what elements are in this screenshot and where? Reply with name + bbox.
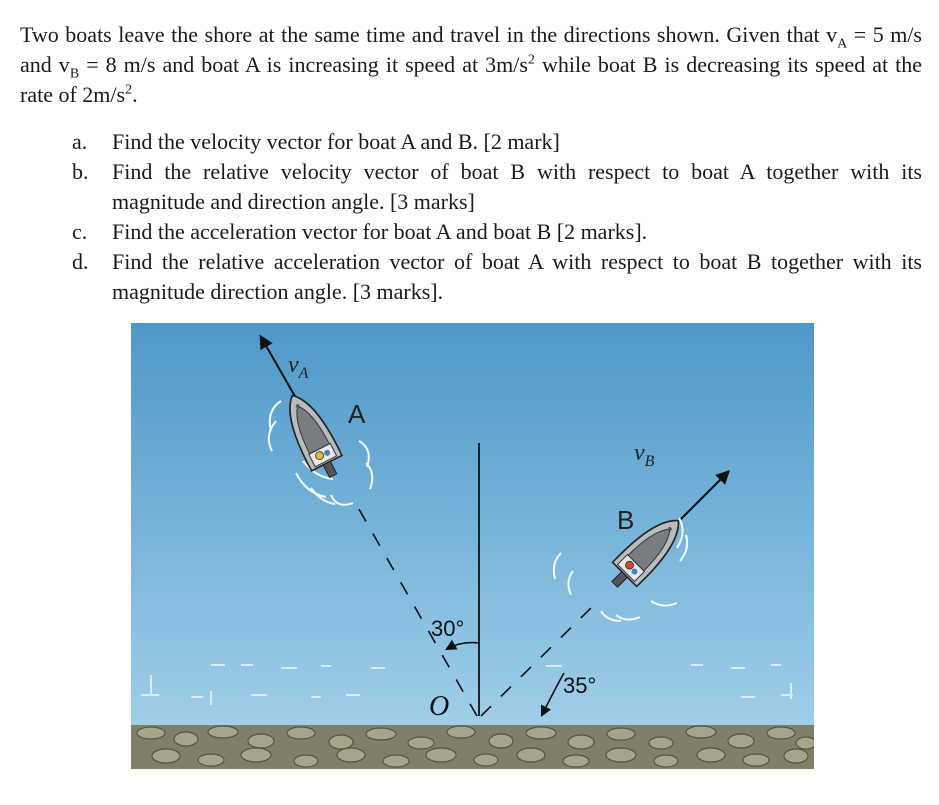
angle-b-label: 35° [563, 673, 597, 698]
question-d: d. Find the relative acceleration vector of boat A with respect to boat B together with its magnitude direction angle. [3 marks]. [72, 249, 922, 304]
water [131, 323, 814, 769]
question-a: a. Find the velocity vector for boat A and B. [2 mark] [72, 129, 560, 154]
origin-label: O [429, 691, 450, 722]
question-b: b. Find the relative velocity vector of boat B with respect to boat A together with its magnitude and direction angle. [3 marks] [72, 159, 922, 214]
va-label: $v_A$ [288, 352, 309, 382]
boat-a-label: A [348, 399, 366, 429]
question-list [72, 127, 922, 307]
boats-figure [131, 323, 814, 769]
problem-statement [20, 20, 922, 110]
angle-a-label: 30° [431, 616, 465, 641]
problem-text: Two boats leave the shore at the same time and travel in the directions shown. Given that $v_A = 5$ m/s and $v_B = 8$ m/s and boat A is increasing it speed at $3m/s^2$ while boat B is decreasing its speed at the rate of $2m/s^2$. [20, 22, 923, 107]
boat-b-label: B [617, 505, 635, 535]
question-c: c. Find the acceleration vector for boat A and boat B [2 marks]. [72, 219, 648, 244]
vb-label: $v_B$ [634, 440, 655, 470]
boats-diagram [131, 323, 814, 769]
